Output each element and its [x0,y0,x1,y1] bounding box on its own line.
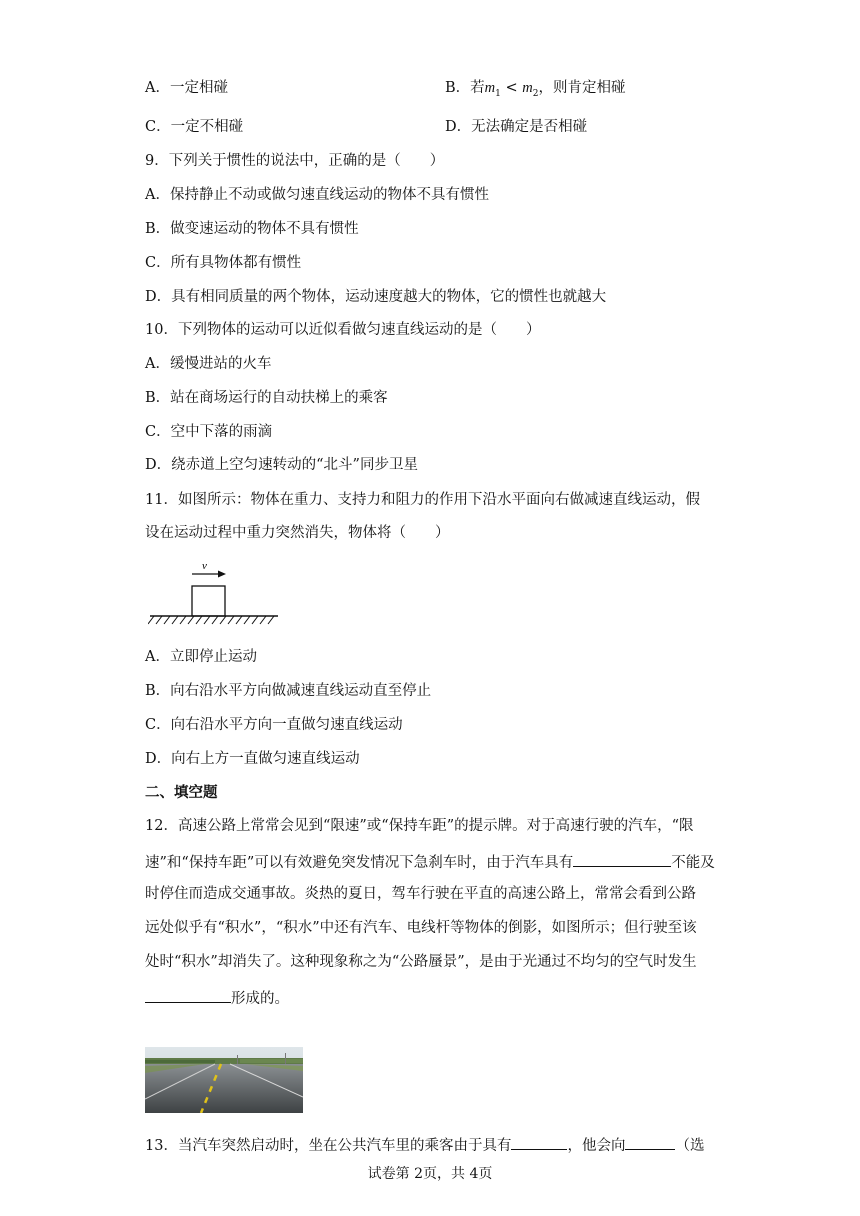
hatch-mark [188,616,194,624]
answer-blank-2[interactable] [145,986,231,1003]
hatch-mark [172,616,178,624]
q12-line6-tail: 形成的。 [231,991,289,1007]
q12-line3: 时停住而造成交通事故。炎热的夏日，驾车行驶在平直的高速公路上，常常会看到公路 [145,886,696,902]
q12-line4: 远处似乎有“积水”，“积水”中还有汽车、电线杆等物体的倒影，如图所示；但行驶至该 [145,920,697,936]
hatch-mark [244,616,250,624]
q11-stem-line1: 11．如图所示：物体在重力、支持力和阻力的作用下沿水平面向右做减速直线运动，假 [145,492,700,508]
q12-line2 [145,850,715,873]
ground-hatching [148,616,274,624]
hatch-mark [148,616,154,624]
answer-blank-3[interactable] [511,1133,567,1150]
q12-line1: 12．高速公路上常常会见到“限速”或“保持车距”的提示牌。对于高速行驶的汽车，“限 [145,818,694,834]
hatch-mark [268,616,274,624]
q11-figure [148,560,283,632]
q12-line2-text: 速”和“保持车距”可以有效避免突发情况下急刹车时，由于汽车具有 [145,855,574,871]
hatch-mark [228,616,234,624]
math-sub1: 1 [495,88,501,99]
block [192,586,225,616]
hatch-mark [212,616,218,624]
q8-option-d: D．无法确定是否相碰 [445,119,588,135]
q10-option-a: A．缓慢进站的火车 [145,356,272,372]
q9-option-a: A．保持静止不动或做匀速直线运动的物体不具有惯性 [145,187,489,203]
q9-stem: 9．下列关于惯性的说法中，正确的是（ ） [145,153,445,169]
hatch-mark [220,616,226,624]
q11-option-c: C．向右沿水平方向一直做匀速直线运动 [145,717,403,733]
q13-line1 [145,1133,704,1156]
q10-stem: 10．下列物体的运动可以近似看做匀速直线运动的是（ ） [145,322,541,338]
q8-option-c: C．一定不相碰 [145,119,244,135]
hatch-mark [260,616,266,624]
math-lt: < [500,80,523,96]
q12-line5: 处时“积水”却消失了。这种现象称之为“公路蜃景”，是由于光通过不均匀的空气时发生 [145,954,697,970]
q8-option-b [445,78,625,104]
q11-option-d: D．向右上方一直做匀速直线运动 [145,751,360,767]
q9-option-c: C．所有具物体都有惯性 [145,255,302,271]
hatch-mark [180,616,186,624]
hatch-mark [156,616,162,624]
q10-option-d: D．绕赤道上空匀速转动的“北斗”同步卫星 [145,457,418,473]
answer-blank-4[interactable] [625,1133,675,1150]
q10-option-c: C．空中下落的雨滴 [145,424,273,440]
q9-option-d: D．具有相同质量的两个物体，运动速度越大的物体，它的惯性也就越大 [145,289,607,305]
q8-b-prefix: B．若 [445,80,485,96]
math-sub2: 2 [532,88,539,99]
road-mirage-photo [145,1047,303,1113]
q8-b-suffix: ，则肯定相碰 [538,80,626,96]
q9-option-b: B．做变速运动的物体不具有惯性 [145,221,359,237]
q12-line6 [145,986,289,1009]
hatch-mark [236,616,242,624]
q12-line2-tail: 不能及 [671,855,715,871]
hatch-mark [164,616,170,624]
answer-blank-1[interactable] [573,850,671,867]
arrowhead-icon [218,571,226,578]
math-m1: m [484,80,496,96]
q13-text-a: 13．当汽车突然启动时，坐在公共汽车里的乘客由于具有 [145,1138,512,1154]
q11-option-b: B．向右沿水平方向做减速直线运动直至停止 [145,683,432,699]
math-m2: m [522,80,533,96]
velocity-label: v [202,560,207,572]
hatch-mark [196,616,202,624]
q11-option-a: A．立即停止运动 [145,649,257,665]
page-footer: 试卷第 2页，共 4页 [367,1166,493,1182]
section-title: 二、填空题 [145,785,218,801]
hatch-mark [252,616,258,624]
q13-text-c: （选 [675,1138,705,1154]
q8-option-a: A．一定相碰 [145,80,228,96]
hatch-mark [204,616,210,624]
q11-stem-line2: 设在运动过程中重力突然消失，物体将（ ） [145,525,450,541]
q13-text-b: ，他会向 [567,1138,626,1154]
q10-option-b: B．站在商场运行的自动扶梯上的乘客 [145,390,388,406]
